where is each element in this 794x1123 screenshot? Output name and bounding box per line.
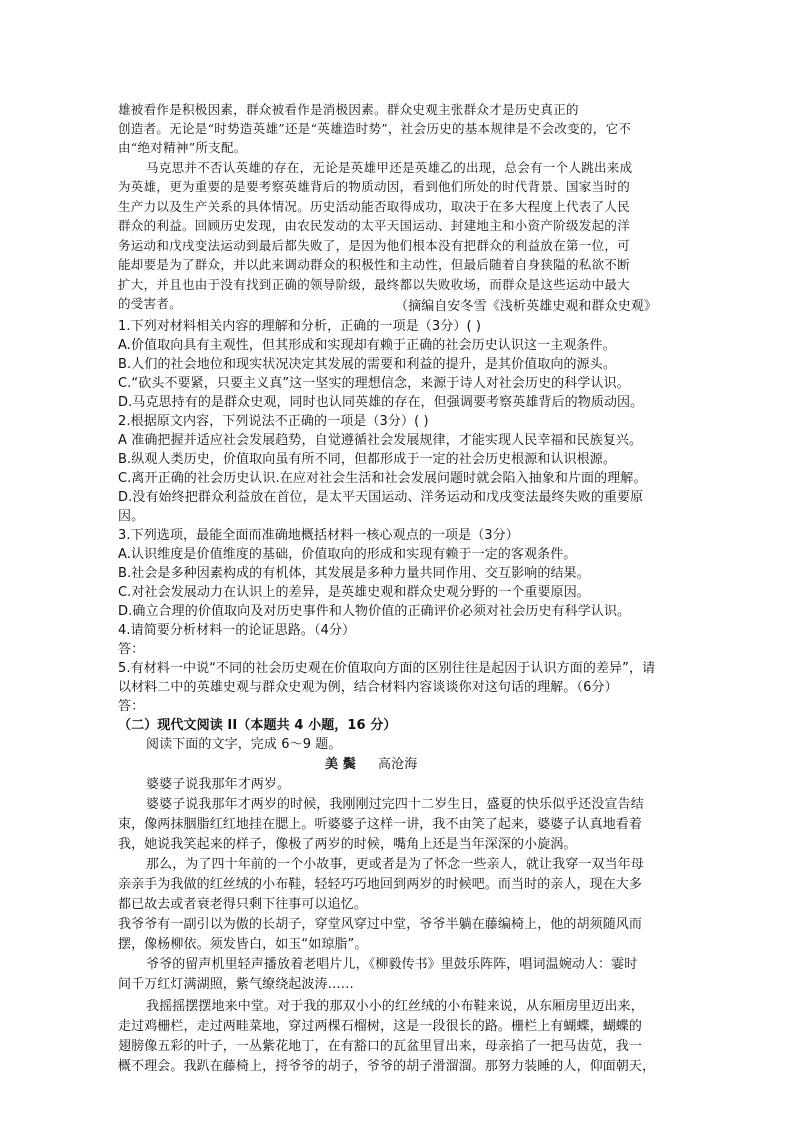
section-title: （二）现代文阅读 II（本题共 4 小题，16 分） xyxy=(118,718,397,733)
option: A.价值取向具有主观性，但其形成和实现却有赖于正确的社会历史认识这一主观条件。 xyxy=(118,338,616,353)
article-line: 走过鸡栅栏，走过两畦菜地，穿过两棵石榴树，这是一段很长的路。栅栏上有蝴蝶，蝴蝶的 xyxy=(118,1019,643,1034)
paragraph-line: 的受害者。 xyxy=(118,296,183,311)
article-line: 概不理会。我趴在藤椅上，捋爷爷的胡子，爷爷的胡子滑溜溜。那努力装睡的人，仰面朝天， xyxy=(118,1059,656,1074)
article-line: 间千万红灯满湖照，紫气缭绕起波涛…… xyxy=(118,977,354,992)
option: C.“砍头不要紧，只要主义真”这一坚实的理想信念，来源于诗人对社会历史的科学认识。 xyxy=(118,376,630,391)
paragraph-line: 雄被看作是积极因素，群众被看作是消极因素。群众史观主张群众才是历史真正的 xyxy=(118,102,579,117)
paragraph-line: 群众的利益。回顾历史发现，由农民发动的太平天国运动、封建地主和小资产阶级发起的洋 xyxy=(118,218,631,233)
article-line: 我摇摇摆摆地来中堂。对于我的那双小小的红丝绒的小布鞋来说，从东厢房里迈出来， xyxy=(146,999,644,1014)
article-line: 我爷爷有一副引以为傲的长胡子，穿堂风穿过中堂，爷爷半躺在藤编椅上，他的胡须随风而 xyxy=(118,917,643,932)
article-line: 亲亲手为我做的红丝绒的小布鞋，轻轻巧巧地回到两岁的时候吧。而当时的亲人，现在大多 xyxy=(118,877,643,892)
article-line: 婆婆子说我那年才两岁的时候，我刚刚过完四十二岁生日，盛夏的快乐似乎还没宣告结 xyxy=(146,797,644,812)
option: A 准确把握并适应社会发展趋势，自觉遵循社会发展规律，才能实现人民幸福和民族复兴。 xyxy=(118,433,643,448)
paragraph-line: 马克思并不否认英雄的存在，无论是英雄甲还是英雄乙的出现，总会有一个人跳出来成 xyxy=(146,160,633,175)
article-line: 束，像两抹胭脂红红地挂在腮上。听婆婆子这样一讲，我不由笑了起来，婆婆子认真地看着 xyxy=(118,817,643,832)
article-line: 婆婆子说我那年才两岁。 xyxy=(146,777,291,792)
paragraph-line: 由“绝对精神”所支配。 xyxy=(118,140,247,155)
question-3: 3.下列选项，最能全面而准确地概括材料一核心观点的一项是（3分） xyxy=(118,528,519,543)
article-line: 我，她说我笑起来的样子，像极了两岁的时候，嘴角上还是当年深深的小旋涡。 xyxy=(118,837,577,852)
paragraph-line: 为英雄，更为重要的是要考察英雄背后的物质动因，看到他们所处的时代背景、国家当时的 xyxy=(118,179,631,194)
instruction: 阅读下面的文字，完成 6～9 题。 xyxy=(146,737,342,752)
article-line: 翅膀像五彩的叶子，一丛紫花地丁，在有豁口的瓦盆里冒出来，母亲掐了一把马齿苋，我一 xyxy=(118,1039,643,1054)
option: D.马克思持有的是群众史观，同时也认同英雄的存在，但强调要考察英雄背后的物质动因。 xyxy=(118,395,644,410)
option: C.对社会发展动力在认识上的差异，是英雄史观和群众史观分野的一个重要原因。 xyxy=(118,585,590,600)
question-5: 5.有材料一中说“不同的社会历史观在价值取向方面的区别往往是起因于认识方面的差异”，请 xyxy=(118,661,656,676)
option: A.认识维度是价值维度的基础，价值取向的形成和实现有赖于一定的客观条件。 xyxy=(118,547,577,562)
question-1: 1.下列对材料相关内容的理解和分析，正确的一项是（3分）( ) xyxy=(118,319,482,334)
paragraph-line: 能却要是为了群众，并以此来调动群众的积极性和主动性，但最后随着自身狭隘的私欲不断 xyxy=(118,257,631,272)
source-citation: （摘编自安冬雪《浅析英雄史观和群众史观》 xyxy=(395,299,658,314)
option: B.纵观人类历史，价值取向虽有所不同，但都形成于一定的社会历史根源和认识根源。 xyxy=(118,452,616,467)
question-2: 2.根据原文内容，下列说法不正确的一项是（3分）( ) xyxy=(118,414,429,429)
article-line: 都已故去或者衰老得只剩下往事可以追忆。 xyxy=(118,897,367,912)
paragraph-line: 创造者。无论是“时势造英雄”还是“英雄造时势”，社会历史的基本规律是不会改变的，它不 xyxy=(118,121,632,136)
option: D.没有始终把群众利益放在首位，是太平天国运动、洋务运动和戊戌变法最终失败的重要原 xyxy=(118,490,644,505)
option: B.社会是多种因素构成的有机体，其发展是多种力量共同作用、交互影响的结果。 xyxy=(118,566,590,581)
question-4: 4.请简要分析材料一的论证思路。（4分） xyxy=(118,623,356,638)
article-title: 美 鬓 xyxy=(325,757,356,772)
article-line: 爷爷的留声机里轻声播放着老唱片儿，《柳毅传书》里鼓乐阵阵，唱词温婉动人：霎时 xyxy=(146,957,638,972)
option: D.确立合理的价值取向及对历史事件和人物价值的正确评价必须对社会历史有科学认识。 xyxy=(118,604,631,619)
answer-label: 答： xyxy=(118,642,145,657)
question-5-cont: 以材料二中的英雄史观与群众史观为例，结合材料内容谈谈你对这句话的理解。（6分） xyxy=(118,680,618,695)
option: 因。 xyxy=(118,509,145,524)
option: C.离开正确的社会历史认识.在应对社会生活和社会发展问题时就会陷入抽象和片面的理解。 xyxy=(118,471,647,486)
answer-label: 答： xyxy=(118,699,145,714)
article-line: 摆，像杨柳依。须发皆白，如玉“如琼脂”。 xyxy=(118,937,368,952)
paragraph-line: 扩大，并且也由于没有找到正确的领导阶级，最终都以失败收场，而群众是这些运动中最大 xyxy=(118,277,631,292)
option: B.人们的社会地位和现实状况决定其发展的需要和利益的提升，是其价值取向的源头。 xyxy=(118,357,616,372)
paragraph-line: 生产力以及生产关系的具体情况。历史活动能否取得成功，取决于在多大程度上代表了人民 xyxy=(118,199,631,214)
paragraph-line: 务运动和戊戌变法运动到最后都失败了，是因为他们根本没有把群众的利益放在第一位，可 xyxy=(118,238,631,253)
article-author: 高沧海 xyxy=(378,757,418,772)
article-line: 那么，为了四十年前的一个小故事，更或者是为了怀念一些亲人，就让我穿一双当年母 xyxy=(146,857,644,872)
